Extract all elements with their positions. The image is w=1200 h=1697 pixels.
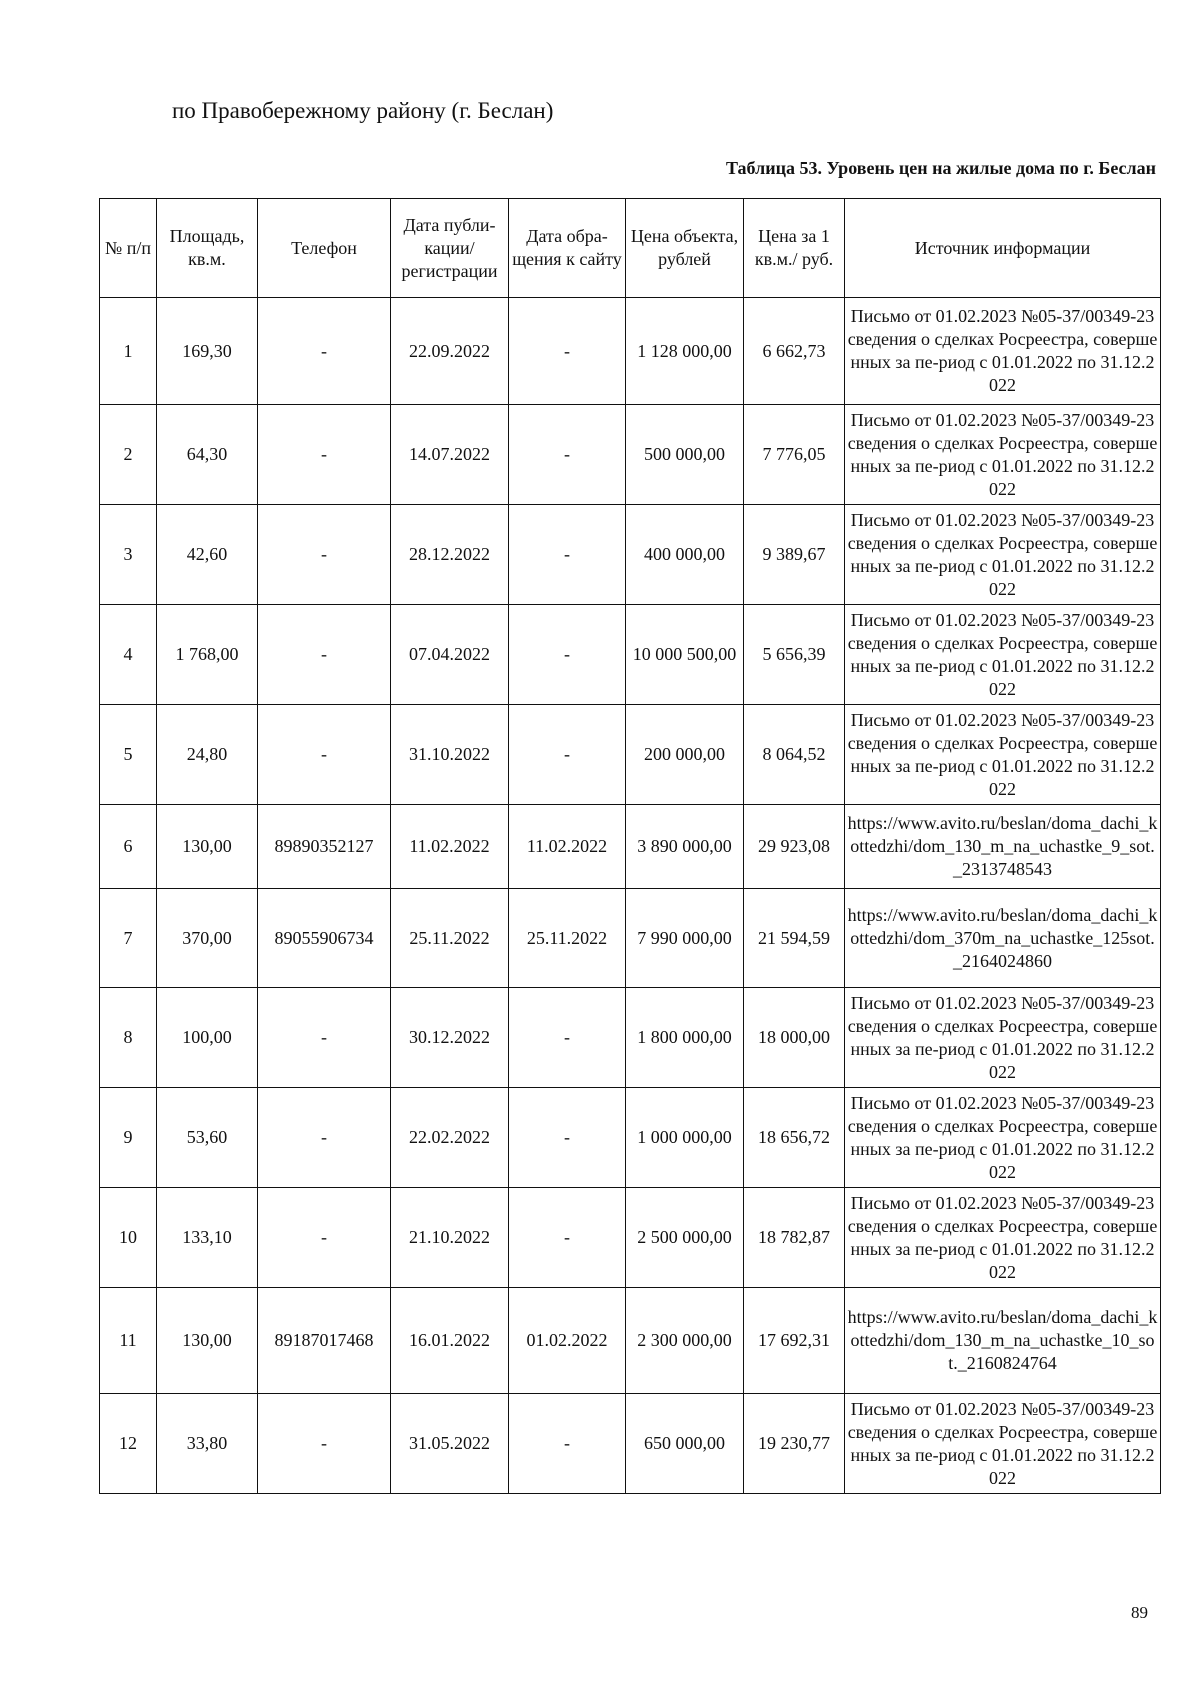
cell-object-price: 7 990 000,00: [626, 889, 744, 988]
page-number: 89: [1131, 1603, 1148, 1622]
cell-access-date: -: [509, 605, 626, 705]
cell-phone: -: [258, 988, 391, 1088]
cell-publication-date: 31.05.2022: [391, 1394, 509, 1494]
cell-publication-date: 14.07.2022: [391, 405, 509, 505]
cell-access-date: 01.02.2022: [509, 1288, 626, 1394]
table-row: [100, 298, 1161, 405]
cell-source: Письмо от 01.02.2023 №05-37/00349-23 сведения о сделках Росреестра, совершенных за пе-риод с 01.01.2022 по 31.12.2022: [845, 988, 1161, 1088]
column-header-access-date: Дата обра-щения к сайту: [509, 199, 626, 298]
cell-publication-date: 07.04.2022: [391, 605, 509, 705]
cell-price-per-sqm: 18 000,00: [744, 988, 845, 1088]
cell-publication-date: 28.12.2022: [391, 505, 509, 605]
cell-price-per-sqm: 18 656,72: [744, 1088, 845, 1188]
column-header-price-per-sqm: Цена за 1 кв.м./ руб.: [744, 199, 845, 298]
cell-price-per-sqm: 21 594,59: [744, 889, 845, 988]
cell-publication-date: 21.10.2022: [391, 1188, 509, 1288]
cell-number: 4: [100, 605, 157, 705]
column-header-publication-date: Дата публи-кации/ регистрации: [391, 199, 509, 298]
cell-object-price: 650 000,00: [626, 1394, 744, 1494]
cell-access-date: -: [509, 505, 626, 605]
price-table: [99, 198, 1161, 1494]
cell-source: Письмо от 01.02.2023 №05-37/00349-23 сведения о сделках Росреестра, совершенных за пе-риод с 01.01.2022 по 31.12.2022: [845, 705, 1161, 805]
cell-number: 12: [100, 1394, 157, 1494]
cell-phone: 89890352127: [258, 805, 391, 889]
table-row: [100, 1394, 1161, 1494]
cell-object-price: 3 890 000,00: [626, 805, 744, 889]
cell-source: Письмо от 01.02.2023 №05-37/00349-23 сведения о сделках Росреестра, совершенных за пе-риод с 01.01.2022 по 31.12.2022: [845, 1394, 1161, 1494]
cell-number: 6: [100, 805, 157, 889]
column-header-source: Источник информации: [845, 199, 1161, 298]
cell-access-date: 11.02.2022: [509, 805, 626, 889]
cell-number: 3: [100, 505, 157, 605]
table-row: [100, 705, 1161, 805]
cell-number: 11: [100, 1288, 157, 1394]
cell-area: 130,00: [157, 805, 258, 889]
cell-object-price: 500 000,00: [626, 405, 744, 505]
cell-access-date: -: [509, 705, 626, 805]
cell-publication-date: 25.11.2022: [391, 889, 509, 988]
table-body: [100, 298, 1161, 1494]
table-row: [100, 405, 1161, 505]
table-row: [100, 1188, 1161, 1288]
cell-access-date: -: [509, 298, 626, 405]
cell-object-price: 10 000 500,00: [626, 605, 744, 705]
cell-area: 42,60: [157, 505, 258, 605]
cell-access-date: -: [509, 1394, 626, 1494]
cell-area: 133,10: [157, 1188, 258, 1288]
column-header-number: № п/п: [100, 199, 157, 298]
cell-publication-date: 22.09.2022: [391, 298, 509, 405]
table-row: [100, 889, 1161, 988]
cell-source: Письмо от 01.02.2023 №05-37/00349-23 сведения о сделках Росреестра, совершенных за пе-риод с 01.01.2022 по 31.12.2022: [845, 1188, 1161, 1288]
cell-phone: -: [258, 1188, 391, 1288]
table-row: [100, 988, 1161, 1088]
table-caption: Таблица 53. Уровень цен на жилые дома по г. Беслан: [726, 158, 1156, 178]
cell-number: 9: [100, 1088, 157, 1188]
cell-source: Письмо от 01.02.2023 №05-37/00349-23 сведения о сделках Росреестра, совершенных за пе-риод с 01.01.2022 по 31.12.2022: [845, 405, 1161, 505]
column-header-phone: Телефон: [258, 199, 391, 298]
cell-publication-date: 30.12.2022: [391, 988, 509, 1088]
cell-object-price: 1 128 000,00: [626, 298, 744, 405]
cell-phone: 89187017468: [258, 1288, 391, 1394]
cell-price-per-sqm: 7 776,05: [744, 405, 845, 505]
cell-access-date: 25.11.2022: [509, 889, 626, 988]
cell-source: https://www.avito.ru/beslan/doma_dachi_kottedzhi/dom_130_m_na_uchastke_10_sot._2160824764: [845, 1288, 1161, 1394]
cell-price-per-sqm: 17 692,31: [744, 1288, 845, 1394]
cell-phone: -: [258, 405, 391, 505]
cell-price-per-sqm: 8 064,52: [744, 705, 845, 805]
table-row: [100, 605, 1161, 705]
cell-number: 10: [100, 1188, 157, 1288]
cell-number: 2: [100, 405, 157, 505]
cell-price-per-sqm: 19 230,77: [744, 1394, 845, 1494]
cell-area: 130,00: [157, 1288, 258, 1394]
cell-object-price: 2 500 000,00: [626, 1188, 744, 1288]
cell-access-date: -: [509, 1188, 626, 1288]
cell-publication-date: 31.10.2022: [391, 705, 509, 805]
cell-phone: -: [258, 1394, 391, 1494]
cell-phone: -: [258, 505, 391, 605]
cell-phone: -: [258, 1088, 391, 1188]
cell-price-per-sqm: 6 662,73: [744, 298, 845, 405]
cell-phone: 89055906734: [258, 889, 391, 988]
cell-number: 8: [100, 988, 157, 1088]
cell-object-price: 200 000,00: [626, 705, 744, 805]
cell-area: 24,80: [157, 705, 258, 805]
cell-publication-date: 22.02.2022: [391, 1088, 509, 1188]
cell-price-per-sqm: 9 389,67: [744, 505, 845, 605]
cell-object-price: 1 000 000,00: [626, 1088, 744, 1188]
cell-access-date: -: [509, 405, 626, 505]
cell-access-date: -: [509, 1088, 626, 1188]
cell-price-per-sqm: 29 923,08: [744, 805, 845, 889]
cell-object-price: 400 000,00: [626, 505, 744, 605]
cell-source: https://www.avito.ru/beslan/doma_dachi_kottedzhi/dom_130_m_na_uchastke_9_sot._2313748543: [845, 805, 1161, 889]
cell-price-per-sqm: 5 656,39: [744, 605, 845, 705]
cell-area: 169,30: [157, 298, 258, 405]
cell-access-date: -: [509, 988, 626, 1088]
cell-object-price: 2 300 000,00: [626, 1288, 744, 1394]
cell-price-per-sqm: 18 782,87: [744, 1188, 845, 1288]
table-row: [100, 1088, 1161, 1188]
cell-publication-date: 16.01.2022: [391, 1288, 509, 1394]
cell-number: 1: [100, 298, 157, 405]
table-header-row: [100, 199, 1161, 298]
table-row: [100, 805, 1161, 889]
cell-area: 1 768,00: [157, 605, 258, 705]
column-header-area: Площадь, кв.м.: [157, 199, 258, 298]
table-row: [100, 505, 1161, 605]
column-header-object-price: Цена объекта, рублей: [626, 199, 744, 298]
cell-area: 100,00: [157, 988, 258, 1088]
cell-phone: -: [258, 605, 391, 705]
cell-source: Письмо от 01.02.2023 №05-37/00349-23 сведения о сделках Росреестра, совершенных за пе-риод с 01.01.2022 по 31.12.2022: [845, 505, 1161, 605]
cell-source: Письмо от 01.02.2023 №05-37/00349-23 сведения о сделках Росреестра, совершенных за пе-риод с 01.01.2022 по 31.12.2022: [845, 298, 1161, 405]
cell-number: 5: [100, 705, 157, 805]
table-row: [100, 1288, 1161, 1394]
section-heading: по Правобережному району (г. Беслан): [172, 98, 554, 123]
cell-source: https://www.avito.ru/beslan/doma_dachi_kottedzhi/dom_370m_na_uchastke_125sot._2164024860: [845, 889, 1161, 988]
cell-publication-date: 11.02.2022: [391, 805, 509, 889]
cell-area: 370,00: [157, 889, 258, 988]
cell-area: 64,30: [157, 405, 258, 505]
cell-phone: -: [258, 298, 391, 405]
cell-phone: -: [258, 705, 391, 805]
cell-source: Письмо от 01.02.2023 №05-37/00349-23 сведения о сделках Росреестра, совершенных за пе-риод с 01.01.2022 по 31.12.2022: [845, 1088, 1161, 1188]
cell-area: 33,80: [157, 1394, 258, 1494]
cell-object-price: 1 800 000,00: [626, 988, 744, 1088]
cell-area: 53,60: [157, 1088, 258, 1188]
cell-number: 7: [100, 889, 157, 988]
cell-source: Письмо от 01.02.2023 №05-37/00349-23 сведения о сделках Росреестра, совершенных за пе-риод с 01.01.2022 по 31.12.2022: [845, 605, 1161, 705]
